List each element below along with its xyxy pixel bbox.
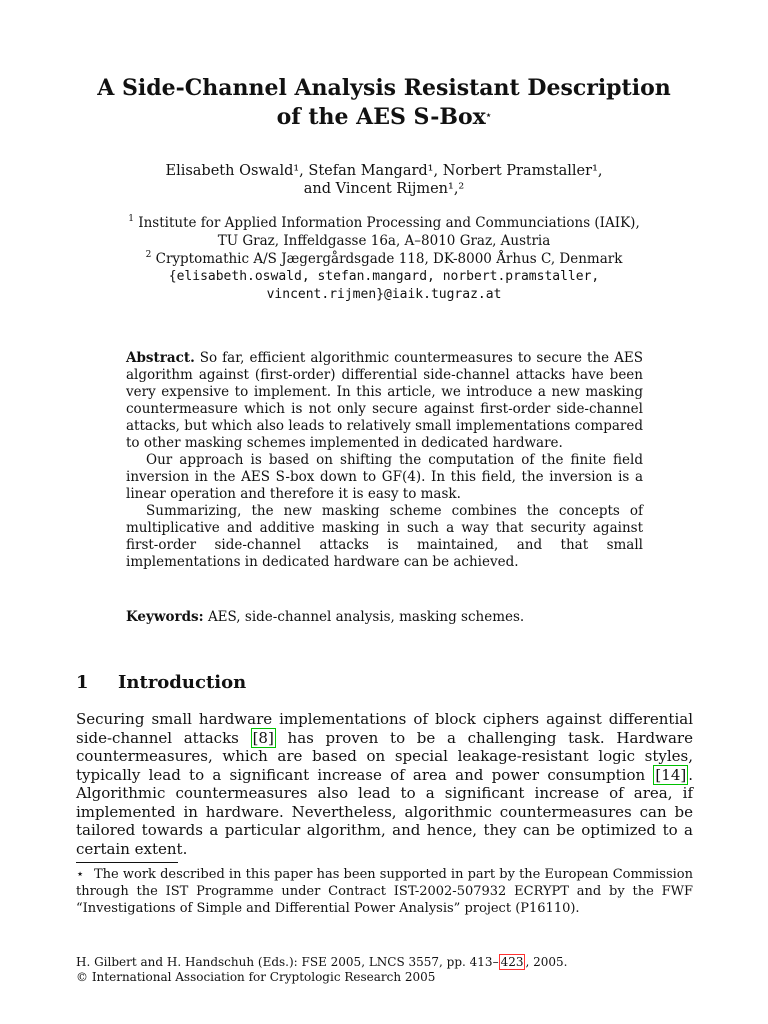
- affiliations: [0, 214, 768, 304]
- title-line-1: A Side-Channel Analysis Resistant Description: [97, 75, 671, 101]
- authors-line-2: and Vincent Rijmen¹,²: [303, 181, 465, 197]
- footnote: [76, 866, 693, 917]
- affiliation-1-line-1: Institute for Applied Information Processing and Communciations (IAIK),: [138, 215, 640, 231]
- keywords-text: AES, side-channel analysis, masking schemes.: [207, 609, 525, 625]
- pubinfo-text-a: H. Gilbert and H. Handschuh (Eds.): FSE 2005, LNCS 3557, pp. 413–: [76, 955, 499, 969]
- email-line-1: {elisabeth.oswald, stefan.mangard, norbert.pramstaller,: [168, 269, 600, 284]
- authors-line-1: Elisabeth Oswald¹, Stefan Mangard¹, Norbert Pramstaller¹,: [165, 163, 603, 179]
- affiliation-2-line-1: Cryptomathic A/S Jægergårdsgade 118, DK-8000 Århus C, Denmark: [155, 251, 623, 267]
- intro-text-b: has proven to be a challenging task. Hardware countermeasures, which are based on special leakage-resistant logic styles, typically lead to a significant increase of area and power consumption: [76, 728, 693, 784]
- publication-info: [76, 955, 567, 985]
- abstract-label: Abstract.: [126, 350, 195, 366]
- affiliation-1: [0, 214, 768, 232]
- footnote-rule: [76, 862, 178, 863]
- introduction-paragraph: [76, 710, 693, 858]
- intro-text-c: . Algorithmic countermeasures also lead to a significant increase of area, if implemented in hardware. Nevertheless, algorithmic countermeasures can be tailored towards a particular algorithm, and hence, they can be optimized to a certain extent.: [76, 765, 693, 858]
- abstract-paragraph-3: Summarizing, the new masking scheme combines the concepts of multiplicative and additive masking in such a way that security against first-order side-channel attacks is maintained, and that small implementations in dedicated hardware can be achieved.: [126, 503, 643, 570]
- pubinfo-text-b: , 2005.: [525, 955, 568, 969]
- copyright-line: © International Association for Cryptologic Research 2005: [76, 970, 436, 984]
- footnote-mark: ⋆: [76, 867, 85, 882]
- section-title: Introduction: [118, 672, 247, 693]
- title-line-2-text: of the AES S-Box: [276, 104, 486, 130]
- affiliation-2: [0, 250, 768, 268]
- abstract-text-1: So far, efficient algorithmic countermeasures to secure the AES algorithm against (first-order) differential side-channel attacks have been very expensive to implement. In this article, we introduce a new masking countermeasure which is not only secure against first-order side-channel attacks, but which also leads to relatively small implementations compared to other masking schemes implemented in dedicated hardware.: [126, 350, 644, 451]
- keywords: [126, 609, 643, 626]
- abstract-block: [126, 350, 643, 571]
- abstract-paragraph-2: Our approach is based on shifting the computation of the finite field inversion in the AES S-box down to GF(4). In this field, the inversion is a linear operation and therefore it is easy to mask.: [126, 452, 643, 502]
- affiliation-1-mark: 1: [128, 214, 134, 224]
- footnote-text: The work described in this paper has been supported in part by the European Commission through the IST Programme under Contract IST-2002-507932 ECRYPT and by the FWF “Investigations of Simple and Differential Power Analysis” project (P16110).: [76, 867, 693, 916]
- title-line-2: [0, 103, 768, 132]
- section-heading: [76, 672, 246, 693]
- section-number: 1: [76, 672, 89, 693]
- intro-text-a: Securing small hardware implementations of block ciphers against differential side-channel attacks: [76, 710, 693, 747]
- abstract-paragraph-1: [126, 350, 643, 452]
- pubinfo-line-1: [76, 955, 567, 970]
- paper-title: [0, 74, 768, 132]
- affiliation-2-mark: 2: [145, 250, 152, 260]
- author-list: [0, 162, 768, 198]
- citation-link-14[interactable]: [14]: [655, 765, 687, 784]
- affiliation-1-line-2: TU Graz, Inffeldgasse 16a, A–8010 Graz, Austria: [217, 233, 551, 249]
- email-line-2: vincent.rijmen}@iaik.tugraz.at: [266, 287, 502, 302]
- page-range-link[interactable]: 423: [500, 955, 524, 969]
- citation-link-8[interactable]: [8]: [252, 728, 274, 747]
- keywords-label: Keywords:: [126, 609, 204, 625]
- title-footnote-mark: ⋆: [485, 111, 492, 121]
